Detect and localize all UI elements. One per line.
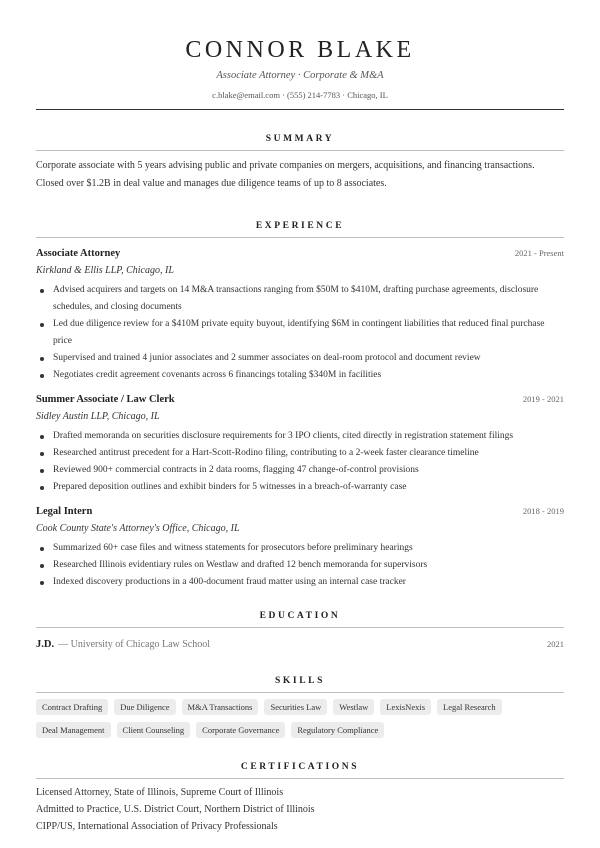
job-entry <box>36 504 564 591</box>
candidate-title: Associate Attorney · Corporate & M&A <box>216 70 384 81</box>
education-entry <box>36 636 564 652</box>
job-bullets <box>36 282 564 384</box>
skills-list <box>36 699 536 745</box>
job-company: Cook County State's Attorney's Office, Chicago, IL <box>36 523 240 534</box>
contact-line: c.blake@email.com · (555) 214-7783 · Chicago, IL <box>212 90 388 100</box>
education-heading: EDUCATION <box>259 611 341 621</box>
section-divider <box>36 692 564 693</box>
section-divider <box>36 778 564 779</box>
job-title: Summer Associate / Law Clerk <box>36 394 175 405</box>
job-bullets <box>36 428 564 496</box>
job-company: Kirkland & Ellis LLP, Chicago, IL <box>36 265 174 276</box>
job-dates: 2018 - 2019 <box>522 506 564 516</box>
skill-tag: Westlaw <box>333 699 374 715</box>
section-divider <box>36 237 564 238</box>
bullet-item: Negotiates credit agreement covenants across 6 financings totaling $340M in facilities <box>53 367 564 384</box>
education-details <box>36 636 210 652</box>
certification-item: Admitted to Practice, U.S. District Court, Northern District of Illinois <box>36 804 315 815</box>
candidate-name: CONNOR BLAKE <box>185 37 415 63</box>
bullet-item: Researched antitrust precedent for a Hart-Scott-Rodino filing, contributing to a 2-week faster clearance timeline <box>53 445 564 462</box>
skill-tag: Due Diligence <box>114 699 175 715</box>
education-school: — University of Chicago Law School <box>58 639 211 650</box>
skill-tag: Corporate Governance <box>196 722 285 738</box>
skills-section <box>36 675 564 745</box>
skill-tag: LexisNexis <box>380 699 431 715</box>
bullet-item: Advised acquirers and targets on 14 M&A transactions ranging from $50M to $410M, drafting purchase agreements, disclosure schedules, and closing documents <box>53 282 564 316</box>
job-dates: 2021 - Present <box>514 248 564 258</box>
job-header <box>36 246 564 261</box>
certification-item: Licensed Attorney, State of Illinois, Supreme Court of Illinois <box>36 787 284 798</box>
job-title: Associate Attorney <box>36 248 121 259</box>
job-company: Sidley Austin LLP, Chicago, IL <box>36 411 160 422</box>
skill-tag: Client Counseling <box>117 722 191 738</box>
skills-heading: SKILLS <box>275 676 325 686</box>
skill-tag: Securities Law <box>264 699 327 715</box>
experience-heading: EXPERIENCE <box>255 221 345 231</box>
summary-heading: SUMMARY <box>265 134 335 144</box>
bullet-item: Researched Illinois evidentiary rules on Westlaw and drafted 12 bench memoranda for supervisors <box>53 557 564 574</box>
skill-tag: Regulatory Compliance <box>291 722 384 738</box>
section-divider <box>36 150 564 151</box>
bullet-item: Summarized 60+ case files and witness statements for prosecutors before preliminary hearings <box>53 540 564 557</box>
resume-header <box>36 0 564 110</box>
education-section <box>36 610 564 652</box>
header-divider <box>36 109 564 110</box>
skill-tag: Deal Management <box>36 722 111 738</box>
education-degree: J.D. <box>36 639 55 650</box>
bullet-item: Prepared deposition outlines and exhibit binders for 5 witnesses in a breach-of-warranty case <box>53 479 564 496</box>
skill-tag: Legal Research <box>437 699 502 715</box>
certifications-section <box>36 761 564 835</box>
bullet-item: Led due diligence review for a $410M private equity buyout, identifying $6M in contingent liabilities that reduced final purchase price <box>53 316 564 350</box>
job-entry <box>36 392 564 496</box>
summary-section <box>36 133 564 193</box>
skill-tag: Contract Drafting <box>36 699 108 715</box>
experience-section <box>36 220 564 591</box>
bullet-item: Reviewed 900+ commercial contracts in 2 data rooms, flagging 47 change-of-control provisions <box>53 462 564 479</box>
skill-tag: M&A Transactions <box>182 699 259 715</box>
education-year: 2021 <box>547 639 564 649</box>
certification-item: CIPP/US, International Association of Privacy Professionals <box>36 821 278 832</box>
bullet-item: Indexed discovery productions in a 400-document fraud matter using an internal case tracker <box>53 574 564 591</box>
certifications-heading: CERTIFICATIONS <box>240 762 360 772</box>
job-bullets <box>36 540 564 591</box>
job-header <box>36 392 564 407</box>
job-dates: 2019 - 2021 <box>522 394 564 404</box>
bullet-item: Supervised and trained 4 junior associates and 2 summer associates on deal-room protocol and document review <box>53 350 564 367</box>
job-header <box>36 504 564 519</box>
bullet-item: Drafted memoranda on securities disclosure requirements for 3 IPO clients, cited directly in registration statement filings <box>53 428 564 445</box>
job-title: Legal Intern <box>36 506 93 517</box>
section-divider <box>36 627 564 628</box>
job-entry <box>36 246 564 384</box>
summary-text: Corporate associate with 5 years advising public and private companies on mergers, acquisitions, and financing transactions. Closed over $1.2B in deal value and manages due diligence teams of up to 8 associates. <box>36 160 535 189</box>
certifications-list <box>36 784 564 835</box>
